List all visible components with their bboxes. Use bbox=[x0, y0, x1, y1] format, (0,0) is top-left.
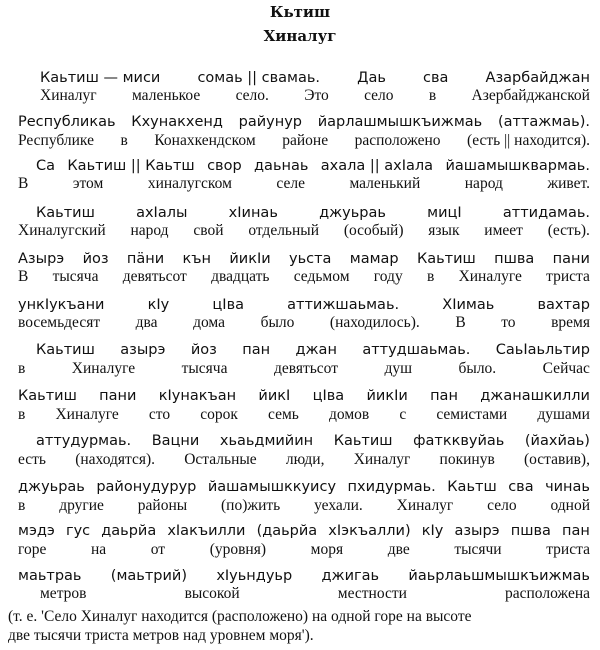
translation-word: в bbox=[18, 497, 26, 514]
source-word: Каьтиш bbox=[18, 388, 77, 404]
source-word: йикІи bbox=[229, 251, 271, 267]
source-word: Каьтиш bbox=[36, 342, 95, 358]
translation-word: Хиналуге bbox=[458, 268, 522, 285]
source-word: йоз bbox=[82, 251, 109, 267]
source-word: фаткквуйаь bbox=[413, 433, 505, 449]
source-word: йоз bbox=[190, 342, 217, 358]
translation-word: (уровня) bbox=[209, 541, 267, 558]
source-word: райунур bbox=[238, 114, 302, 130]
translation-word: в bbox=[428, 87, 437, 104]
source-word: кън bbox=[182, 251, 212, 267]
translation-word: народ bbox=[130, 222, 169, 239]
translation-word: сто bbox=[148, 406, 171, 423]
source-word: Каьтиш bbox=[333, 433, 393, 449]
source-word: маьтраь bbox=[18, 568, 82, 584]
source-word: (аттажмаь). bbox=[497, 114, 590, 130]
translation-word: было bbox=[260, 314, 295, 331]
translation-word: свой bbox=[193, 222, 224, 239]
source-word: йашамышквармаь. bbox=[445, 158, 590, 174]
source-word: сомаь || свамаь. bbox=[197, 70, 321, 86]
translation-line bbox=[18, 314, 590, 332]
translation-word: Азербайджанской bbox=[471, 87, 590, 104]
translation-word: люди, bbox=[285, 451, 325, 468]
translation-word: уехали. bbox=[314, 497, 363, 514]
translation-word: расположена bbox=[504, 585, 590, 602]
source-word: сва bbox=[423, 70, 449, 86]
source-word: азырэ bbox=[120, 342, 166, 358]
source-word: даьнаь bbox=[254, 158, 309, 174]
translation-word: Хиналуг bbox=[396, 497, 454, 514]
translation-word: тысяча bbox=[52, 268, 99, 285]
translation-word: сорок bbox=[200, 406, 238, 423]
source-line bbox=[18, 113, 590, 131]
source-word: Республикаь bbox=[18, 114, 116, 130]
source-word: джигаь bbox=[321, 568, 380, 584]
source-line bbox=[18, 296, 590, 314]
document-subtitle: Хиналуг bbox=[263, 27, 337, 45]
translation-line bbox=[18, 132, 590, 150]
source-word: (даьрйа bbox=[256, 523, 318, 539]
source-word: аттижшаьмаь. bbox=[287, 297, 400, 313]
translation-line bbox=[18, 360, 590, 378]
translation-word: отдельный bbox=[248, 222, 320, 239]
translation-word: Хиналуге bbox=[55, 406, 119, 423]
translation-word: от bbox=[150, 541, 166, 558]
source-word: йаьрлаьшмышкъижмаь bbox=[408, 568, 590, 584]
translation-word: два bbox=[135, 314, 158, 331]
source-word: пшва bbox=[510, 523, 551, 539]
translation-word: Хиналуге bbox=[71, 360, 136, 377]
source-line bbox=[18, 478, 590, 496]
translation-word: есть bbox=[18, 451, 46, 468]
source-word: пхидурмаь. bbox=[347, 479, 436, 495]
translation-word: в bbox=[120, 132, 128, 149]
translation-word: местности bbox=[337, 585, 407, 602]
translation-word: В bbox=[18, 268, 29, 285]
footnote-text-1: (т. е. 'Село Хиналуг находится (расположено) на одной горе на высоте bbox=[8, 608, 472, 625]
translation-word: время bbox=[551, 314, 590, 331]
translation-word: Хиналугский bbox=[18, 222, 106, 239]
translation-word: то bbox=[501, 314, 516, 331]
source-word: уьста bbox=[288, 251, 332, 267]
translation-word: метров bbox=[40, 585, 87, 602]
translation-word: этом bbox=[72, 175, 104, 192]
translation-word: районе bbox=[282, 132, 329, 149]
source-word: кІу bbox=[147, 297, 170, 313]
source-word: ХІимаь bbox=[442, 297, 495, 313]
translation-word: В bbox=[455, 314, 466, 331]
translation-word: В bbox=[18, 175, 29, 192]
source-word: Азырэ bbox=[18, 251, 65, 267]
source-word: кІунакъан bbox=[158, 388, 237, 404]
translation-word: семистами bbox=[436, 406, 508, 423]
translation-word: двадцать bbox=[211, 268, 270, 285]
source-word: ахІалы bbox=[136, 205, 188, 221]
translation-word: (оставив), bbox=[523, 451, 590, 468]
source-word: пан bbox=[562, 523, 590, 539]
source-word: аттудурмаь. bbox=[36, 433, 132, 449]
source-word: Каьтш bbox=[447, 479, 497, 495]
source-word: мэдэ bbox=[18, 523, 55, 539]
document-title: Кьтиш bbox=[269, 3, 331, 21]
translation-word: тысячи bbox=[454, 541, 502, 558]
source-word: Каьтиш bbox=[36, 205, 95, 221]
translation-word: село bbox=[487, 497, 517, 514]
translation-word: в bbox=[18, 360, 26, 377]
source-word: пан bbox=[430, 388, 458, 404]
source-word: аттидамаь. bbox=[502, 205, 590, 221]
translation-word: горе bbox=[18, 541, 47, 558]
source-word: хІакъилли bbox=[167, 523, 246, 539]
source-line bbox=[18, 567, 590, 585]
source-word: хІинаь bbox=[228, 205, 278, 221]
source-word: Са bbox=[36, 158, 56, 174]
translation-line bbox=[18, 497, 590, 515]
translation-word: в bbox=[18, 406, 26, 423]
source-word: Даь bbox=[357, 70, 386, 86]
translation-word: имеет bbox=[484, 222, 523, 239]
translation-word: (находилось). bbox=[329, 314, 420, 331]
source-word: Каьтиш — миси bbox=[40, 70, 161, 86]
translation-word: в bbox=[426, 268, 435, 285]
source-word: свор bbox=[207, 158, 242, 174]
source-word: йикІ bbox=[258, 388, 291, 404]
translation-word: Это bbox=[304, 87, 329, 104]
source-line bbox=[18, 387, 590, 405]
translation-word: Хиналуг bbox=[353, 451, 411, 468]
source-word: мамар bbox=[349, 251, 399, 267]
source-line bbox=[18, 250, 590, 268]
translation-word: две bbox=[387, 541, 410, 558]
translation-word: (по)жить bbox=[221, 497, 281, 514]
source-word: пшва bbox=[494, 251, 535, 267]
footnote-line-1 bbox=[8, 608, 590, 626]
source-word: чинаь bbox=[545, 479, 590, 495]
source-line bbox=[36, 341, 590, 359]
translation-word: (особый) bbox=[343, 222, 404, 239]
source-word: гус bbox=[65, 523, 91, 539]
translation-word: покинув bbox=[439, 451, 495, 468]
translation-word: Остальные bbox=[184, 451, 257, 468]
source-word: Кхунакхенд bbox=[131, 114, 223, 130]
source-word: йикІи bbox=[366, 388, 408, 404]
translation-word: (находятся). bbox=[75, 451, 156, 468]
source-word: кІу bbox=[421, 523, 444, 539]
translation-word: маленькое bbox=[131, 87, 201, 104]
translation-word: одной bbox=[550, 497, 590, 514]
source-word: (маьтрий) bbox=[110, 568, 187, 584]
source-word: цІва bbox=[212, 297, 244, 313]
translation-word: тысяча bbox=[181, 360, 228, 377]
source-word: вахтар bbox=[537, 297, 590, 313]
translation-word: седьмом bbox=[293, 268, 350, 285]
translation-word: расположено bbox=[354, 132, 441, 149]
source-word: Азарбайджан bbox=[485, 70, 590, 86]
translation-word: домов bbox=[328, 406, 370, 423]
translation-line bbox=[40, 585, 590, 603]
source-word: джанашкилли bbox=[480, 388, 590, 404]
source-word: пан bbox=[242, 342, 271, 358]
source-word: сва bbox=[508, 479, 534, 495]
translation-word: село. bbox=[235, 87, 269, 104]
source-line bbox=[36, 432, 590, 450]
source-word: хьаьдмийин bbox=[219, 433, 314, 449]
footnote-line-2 bbox=[8, 627, 590, 645]
translation-word: на bbox=[90, 541, 107, 558]
source-word: азырэ bbox=[454, 523, 500, 539]
translation-word: девятьсот bbox=[122, 268, 187, 285]
translation-line bbox=[18, 268, 590, 286]
translation-word: восемьдесят bbox=[18, 314, 101, 331]
translation-word: Республике bbox=[18, 132, 94, 149]
translation-word: девятьсот bbox=[273, 360, 338, 377]
translation-line bbox=[18, 541, 590, 559]
translation-word: высокой bbox=[184, 585, 240, 602]
source-word: йашамышккуису bbox=[207, 479, 337, 495]
translation-word: Сейчас bbox=[542, 360, 590, 377]
source-word: даьрйа bbox=[101, 523, 157, 539]
translation-word: дома bbox=[193, 314, 226, 331]
translation-line bbox=[18, 222, 590, 240]
source-word: районудурур bbox=[96, 479, 197, 495]
translation-word: триста bbox=[546, 541, 590, 558]
translation-word: душами bbox=[537, 406, 590, 423]
translation-word: живет. bbox=[547, 175, 590, 192]
translation-word: районы bbox=[137, 497, 188, 514]
translation-word: село bbox=[364, 87, 394, 104]
translation-word: триста bbox=[546, 268, 590, 285]
source-word: хІэкъалли) bbox=[328, 523, 411, 539]
source-word: аттудшаьмаь. bbox=[362, 342, 471, 358]
source-word: джан bbox=[295, 342, 337, 358]
translation-word: душ bbox=[384, 360, 413, 377]
source-word: хІуьндуьр bbox=[216, 568, 293, 584]
source-word: Вацни bbox=[151, 433, 200, 449]
source-line bbox=[36, 157, 590, 175]
source-word: джуьраь bbox=[18, 479, 85, 495]
translation-word: язык bbox=[428, 222, 460, 239]
source-word: пани bbox=[552, 251, 590, 267]
source-word: ахала || ахІала bbox=[320, 158, 434, 174]
source-word: ункІукъани bbox=[18, 297, 105, 313]
translation-word: маленький bbox=[349, 175, 421, 192]
source-word: (йахйаь) bbox=[524, 433, 590, 449]
source-word: Каьтиш bbox=[416, 251, 476, 267]
translation-word: году bbox=[373, 268, 403, 285]
translation-line bbox=[18, 451, 590, 469]
translation-line bbox=[40, 87, 590, 105]
source-line bbox=[36, 204, 590, 222]
source-line bbox=[40, 69, 590, 87]
source-word: цІва bbox=[312, 388, 345, 404]
translation-word: (есть). bbox=[547, 222, 590, 239]
translation-word: народ bbox=[464, 175, 503, 192]
footnote-text-2: две тысячи триста метров над уровнем моря'). bbox=[8, 627, 314, 644]
translation-word: (есть || находится). bbox=[467, 132, 590, 149]
translation-word: Конахкендском bbox=[154, 132, 256, 149]
translation-word: селе bbox=[276, 175, 305, 192]
source-word: мицІ bbox=[427, 205, 462, 221]
translation-word: моря bbox=[310, 541, 344, 558]
translation-word: с bbox=[399, 406, 407, 423]
translation-line bbox=[18, 175, 590, 193]
translation-word: семь bbox=[268, 406, 299, 423]
source-word: Каьтиш || Каьтш bbox=[67, 158, 195, 174]
source-word: джуьраь bbox=[319, 205, 386, 221]
translation-word: другие bbox=[59, 497, 104, 514]
source-word: СаьІаьльтир bbox=[495, 342, 590, 358]
translation-word: было. bbox=[458, 360, 497, 377]
translation-word: Хиналуг bbox=[40, 87, 97, 104]
source-word: йарлашмышкъижмаь bbox=[317, 114, 483, 130]
source-word: пäни bbox=[126, 251, 165, 267]
translation-word: хиналугском bbox=[147, 175, 232, 192]
source-line bbox=[18, 522, 590, 540]
source-word: пани bbox=[99, 388, 137, 404]
translation-line bbox=[18, 406, 590, 424]
